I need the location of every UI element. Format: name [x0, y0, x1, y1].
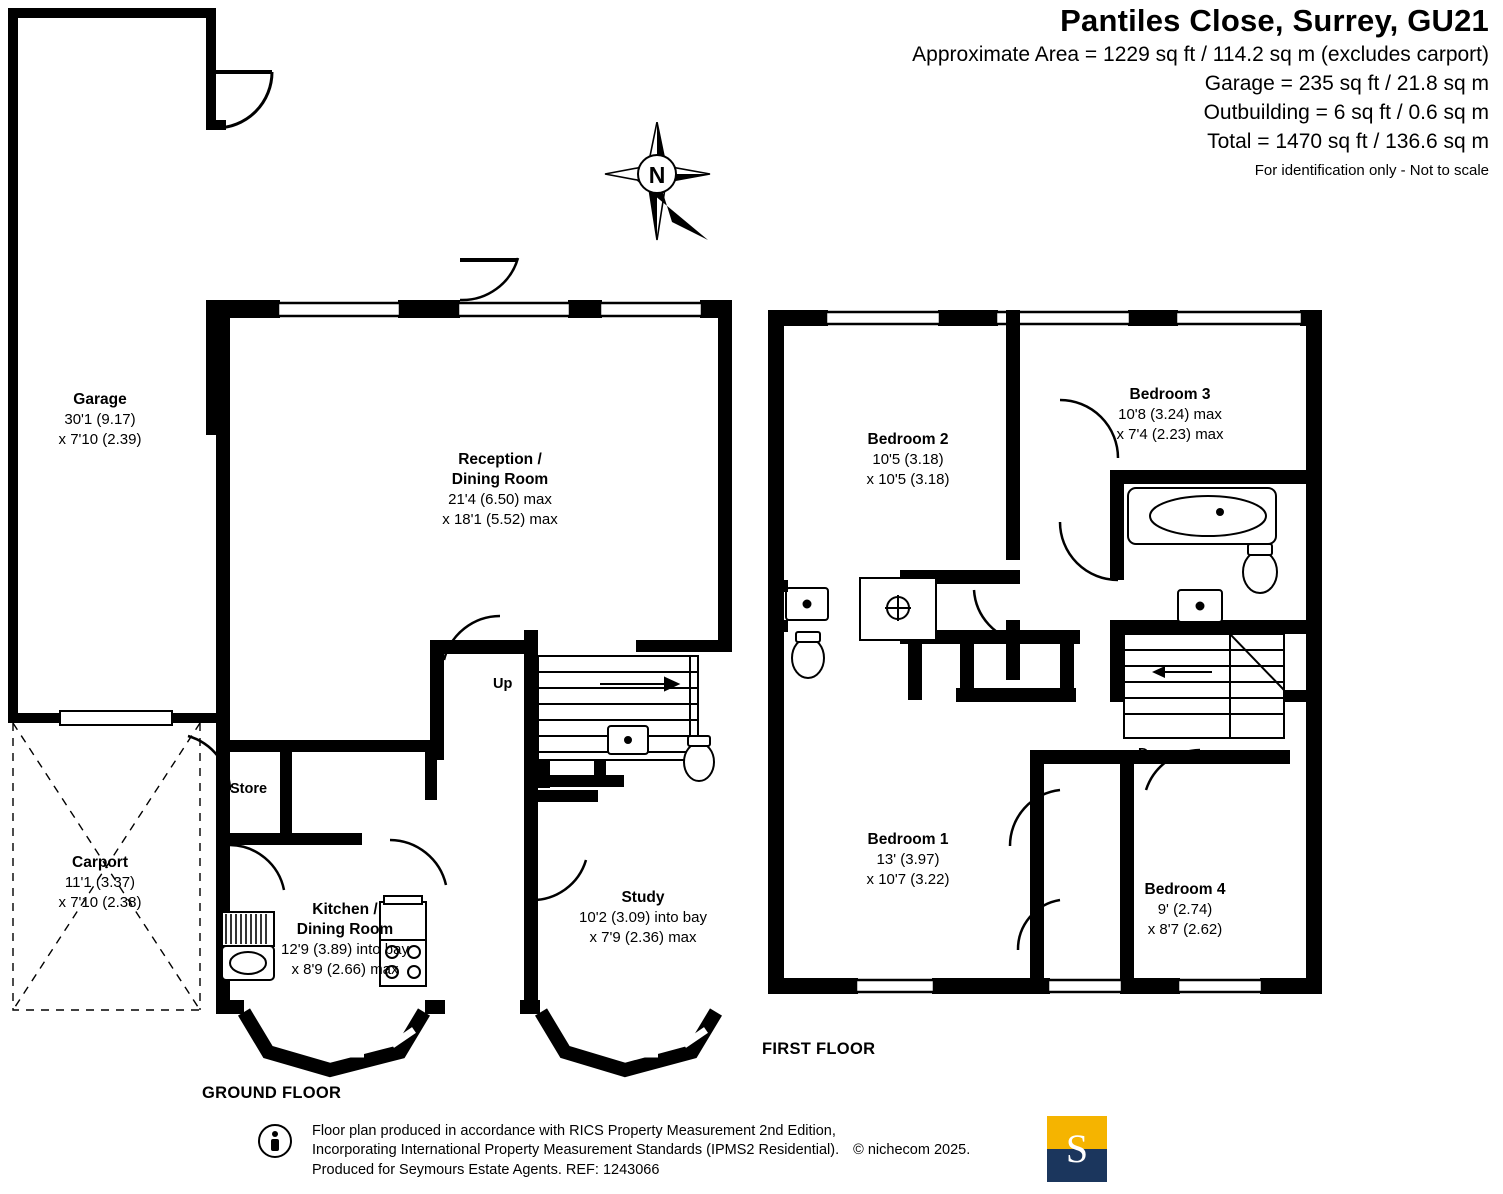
compass-north-label: N [648, 162, 666, 188]
first-floor-label: FIRST FLOOR [762, 1040, 876, 1058]
footer-line-2-wrap [312, 1141, 1258, 1161]
footer-block [258, 1122, 1258, 1181]
area-line-1: Approximate Area = 1229 sq ft / 114.2 sq m (excludes carport) [912, 43, 1489, 66]
room-label-bedroom-1: Bedroom 1 13' (3.97) x 10'7 (3.22) [866, 831, 950, 888]
room-label-store: Store [230, 781, 268, 797]
footer-copyright: © nichecom 2025. [853, 1142, 971, 1158]
room-label-study: Study 10'2 (3.09) into bay x 7'9 (2.36) max [579, 889, 707, 946]
info-icon [258, 1124, 292, 1158]
stairs-up-label: Up [493, 676, 513, 692]
seymours-logo [1047, 1116, 1107, 1182]
room-label-bedroom-2: Bedroom 2 10'5 (3.18) x 10'5 (3.18) [866, 431, 950, 488]
page-title: Pantiles Close, Surrey, GU21 [1060, 3, 1489, 38]
footer-line-3: Produced for Seymours Estate Agents. REF: 1243066 [312, 1161, 660, 1178]
disclaimer: For identification only - Not to scale [1254, 162, 1489, 179]
stairs-down-label: Down [1138, 746, 1178, 762]
area-line-2: Garage = 235 sq ft / 21.8 sq m [1204, 72, 1489, 95]
room-label-carport: Carport 11'1 (3.37) x 7'10 (2.38) [58, 854, 142, 911]
logo-letter: S [1065, 1126, 1089, 1171]
footer-line-2: Incorporating International Property Measurement Standards (IPMS2 Residential). [312, 1142, 840, 1158]
room-label-bedroom-4: Bedroom 4 9' (2.74) x 8'7 (2.62) [1144, 881, 1226, 938]
area-line-4: Total = 1470 sq ft / 136.6 sq m [1207, 130, 1489, 153]
room-label-garage: Garage 30'1 (9.17) x 7'10 (2.39) [58, 391, 142, 448]
room-label-kitchen: Kitchen / Dining Room 12'9 (3.89) into bay x 8'9 (2.66) max [281, 901, 409, 978]
area-line-3: Outbuilding = 6 sq ft / 0.6 sq m [1203, 101, 1489, 124]
footer-line-1: Floor plan produced in accordance with RICS Property Measurement 2nd Edition, [312, 1122, 836, 1139]
room-label-bedroom-3: Bedroom 3 10'8 (3.24) max x 7'4 (2.23) max [1116, 386, 1224, 443]
ground-floor-label: GROUND FLOOR [202, 1084, 342, 1102]
room-label-reception: Reception / Dining Room 21'4 (6.50) max x 18'1 (5.52) max [442, 451, 558, 528]
